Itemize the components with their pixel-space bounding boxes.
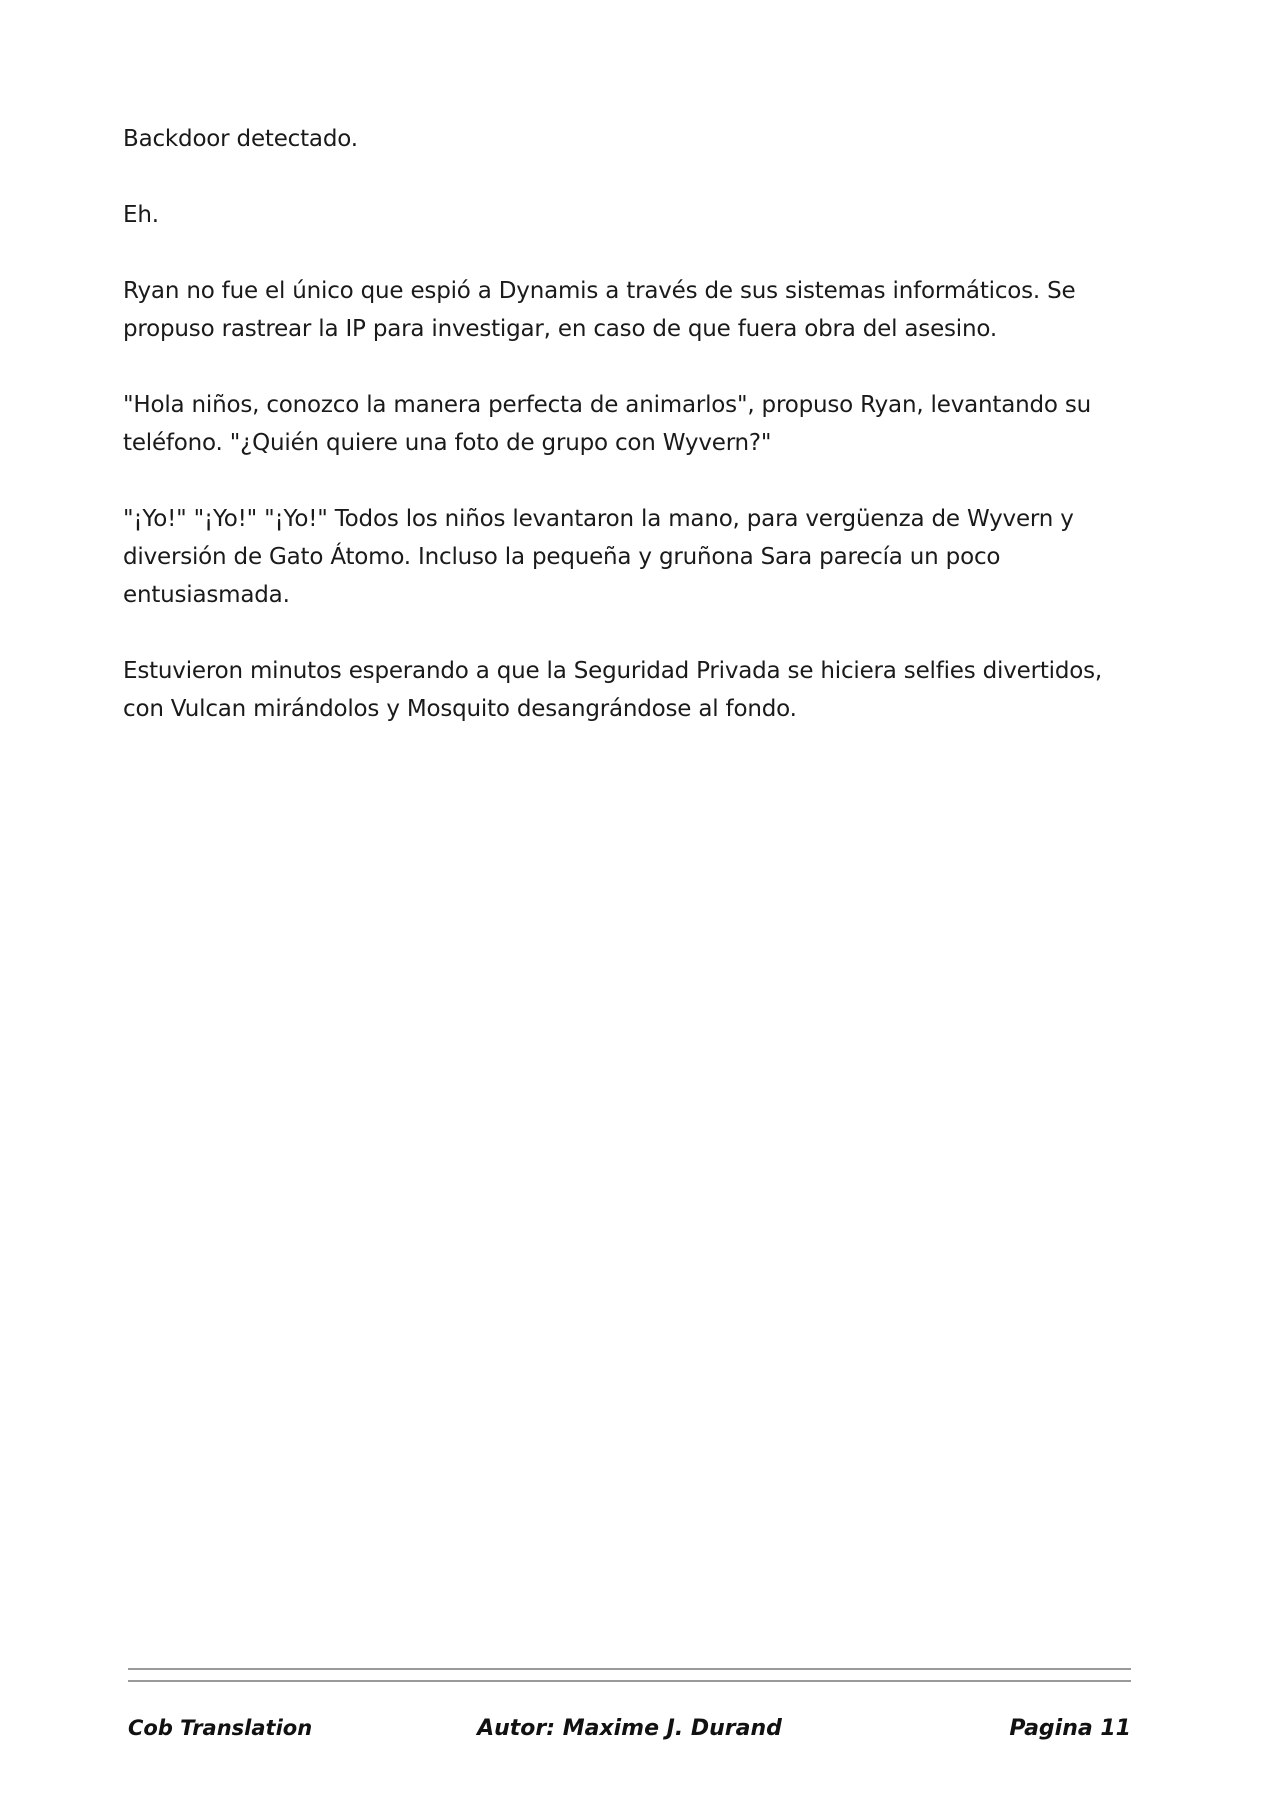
paragraph-3: Ryan no fue el único que espió a Dynamis a través de sus sistemas informáticos. Se propuso rastrear la IP para investigar, en caso de que fuera obra del asesino. xyxy=(123,278,1076,342)
footer-row xyxy=(128,1716,1131,1746)
page-footer xyxy=(128,1668,1131,1746)
paragraph-6: Estuvieron minutos esperando a que la Seguridad Privada se hiciera selfies divertidos, con Vulcan mirándolos y Mosquito desangrándose al fondo. xyxy=(123,658,1103,722)
paragraph-1: Backdoor detectado. xyxy=(123,126,358,152)
footer-translator: Cob Translation xyxy=(128,1716,313,1740)
page-body xyxy=(123,120,1143,766)
paragraph-2: Eh. xyxy=(123,202,159,228)
footer-page-number: Pagina 11 xyxy=(1009,1716,1131,1741)
footer-author: Autor: Maxime J. Durand xyxy=(477,1716,782,1741)
paragraph-5: "¡Yo!" "¡Yo!" "¡Yo!" Todos los niños levantaron la mano, para vergüenza de Wyvern y diversión de Gato Átomo. Incluso la pequeña y gruñona Sara parecía un poco entusiasmada. xyxy=(123,506,1074,608)
footer-divider-bottom xyxy=(128,1680,1131,1682)
paragraph-4: "Hola niños, conozco la manera perfecta de animarlos", propuso Ryan, levantando su teléfono. "¿Quién quiere una foto de grupo con Wyvern?" xyxy=(123,392,1092,456)
footer-divider-top xyxy=(128,1668,1131,1670)
